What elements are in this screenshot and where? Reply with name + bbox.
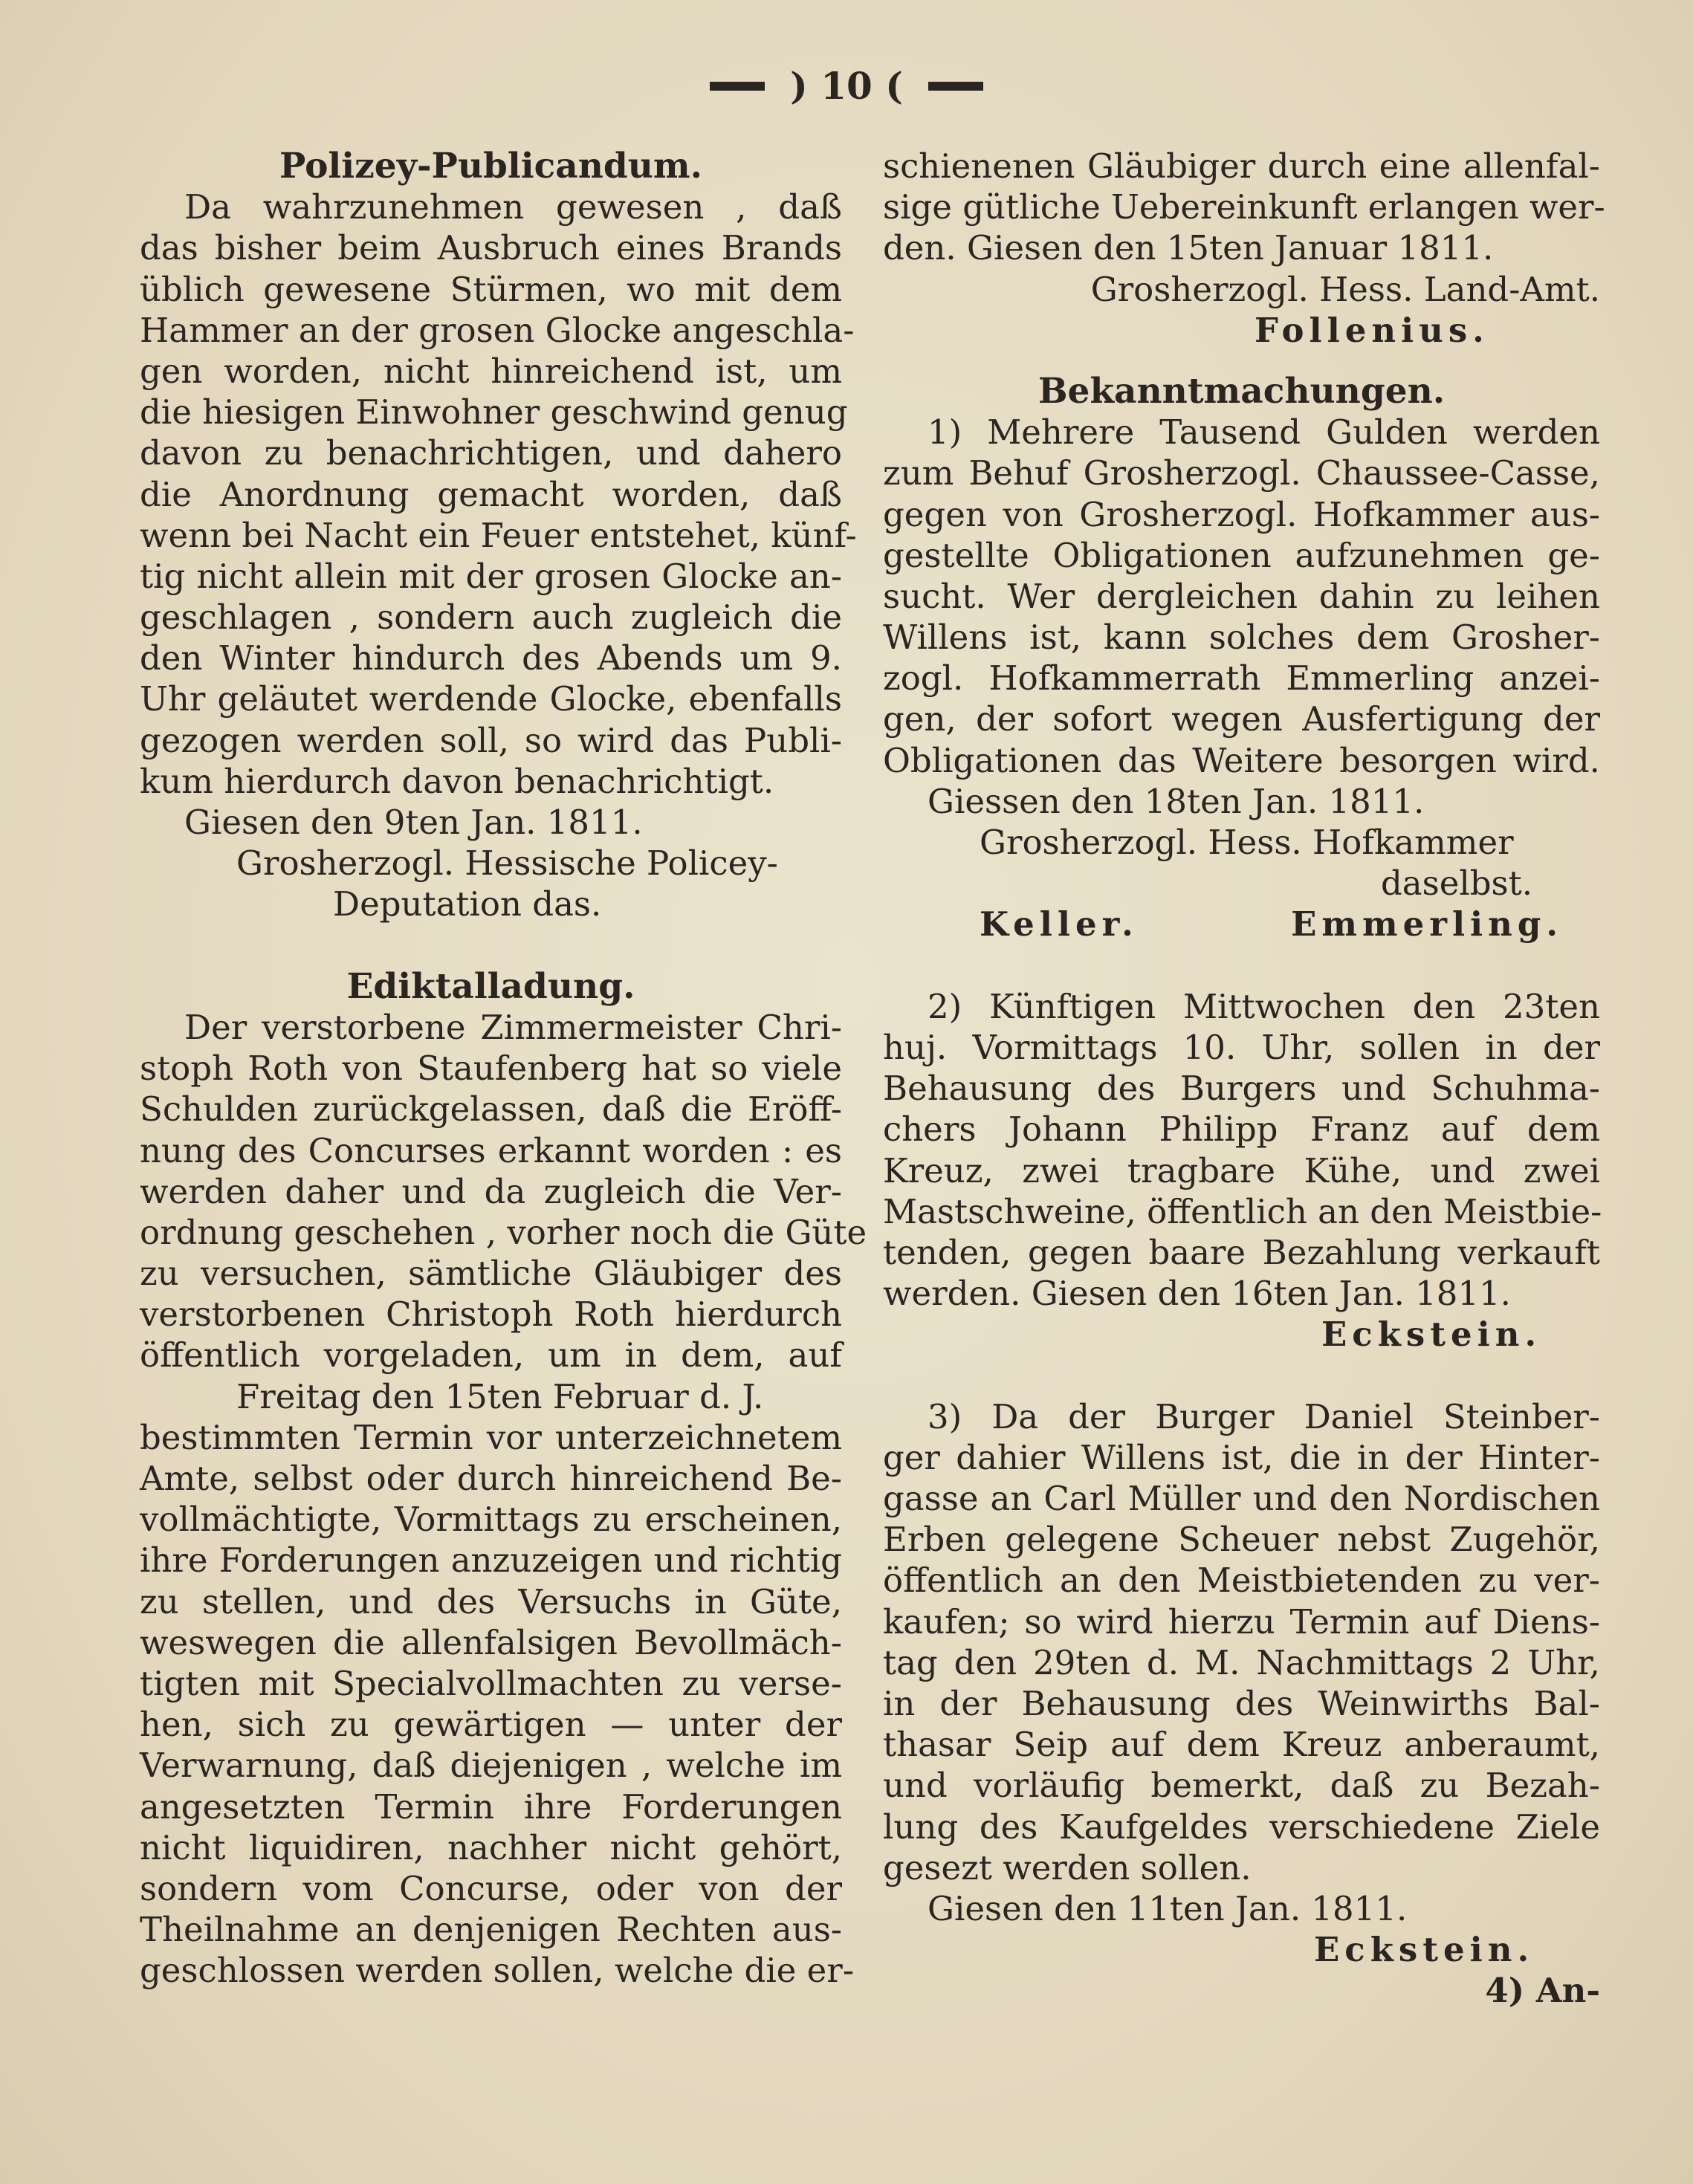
body-line: gezogen werden soll, so wird das Publi-: [140, 720, 842, 760]
body-line: gasse an Carl Müller und den Nordischen: [883, 1479, 1600, 1518]
header-rule-right: [928, 82, 983, 91]
signatory-keller: Keller.: [980, 904, 1139, 944]
body-line: tig nicht allein mit der grosen Glocke an-: [140, 556, 842, 596]
notice-1-signature-2: daselbst.: [1381, 863, 1533, 904]
body-line: sucht. Wer dergleichen dahin zu leihen: [883, 576, 1600, 616]
body-line: Behausung des Burgers und Schuhma-: [883, 1069, 1600, 1109]
body-line: gegen von Grosherzogl. Hofkammer aus-: [883, 494, 1600, 534]
body-line: Amte, selbst oder durch hinreichend Be-: [140, 1459, 842, 1498]
body-line: bestimmten Termin vor unterzeichnetem: [140, 1417, 842, 1457]
body-line: den Winter hindurch des Abends um 9.: [140, 638, 842, 678]
edikt-date-line: Freitag den 15ten Februar d. J.: [236, 1376, 764, 1416]
body-line: stoph Roth von Staufenberg hat so viele: [140, 1049, 842, 1089]
body-line: nicht liquidiren, nachher nicht gehört,: [140, 1827, 842, 1867]
body-line: werden daher und da zugleich die Ver-: [140, 1171, 842, 1211]
signatory-emmerling: Emmerling.: [1291, 904, 1563, 944]
body-line: ihre Forderungen anzuzeigen und richtig: [140, 1540, 842, 1581]
body-line: die hiesigen Einwohner geschwind genug: [140, 392, 848, 432]
edikt-body: [140, 1007, 867, 1992]
body-line: ger dahier Willens ist, die in der Hinter-: [883, 1437, 1600, 1477]
body-line: angesetzten Termin ihre Forderungen: [140, 1786, 842, 1827]
notice-3-signature: Eckstein.: [1314, 1930, 1535, 1970]
body-line: Da wahrzunehmen gewesen , daß: [184, 187, 842, 227]
body-line: 2) Künftigen Mittwochen den 23ten: [928, 986, 1600, 1026]
body-line: in der Behausung des Weinwirths Bal-: [883, 1683, 1600, 1723]
body-line: Uhr geläutet werdende Glocke, ebenfalls: [140, 679, 842, 719]
body-line: davon zu benachrichtigen, und dahero: [140, 433, 842, 473]
body-line: Erben gelegene Scheuer nebst Zugehör,: [883, 1520, 1600, 1560]
body-line: vollmächtigte, Vormittags zu erscheinen,: [140, 1500, 842, 1540]
notice-3: [883, 1396, 1600, 1888]
edikt-continuation: [883, 146, 1605, 269]
body-line: den. Giesen den 15ten Januar 1811.: [883, 228, 1494, 268]
body-line: kum hierdurch davon benachrichtigt.: [140, 761, 774, 801]
body-line: und vorläufig bemerkt, daß zu Bezah-: [883, 1766, 1600, 1806]
body-line: öffentlich vorgeladen, um in dem, auf: [140, 1335, 842, 1375]
body-line: gesezt werden sollen.: [883, 1847, 1252, 1887]
body-line: chers Johann Philipp Franz auf dem: [883, 1109, 1600, 1150]
body-line: ordnung geschehen , vorher noch die Güte: [140, 1212, 867, 1252]
header-rule-left: [710, 82, 765, 91]
body-line: sondern vom Concurse, oder von der: [140, 1868, 842, 1908]
edikt-signature: Grosherzogl. Hess. Land-Amt.: [1090, 269, 1600, 309]
body-line: nung des Concurses erkannt worden : es: [140, 1130, 842, 1170]
body-line: geschlossen werden sollen, welche die er-: [140, 1951, 855, 1991]
body-line: Obligationen das Weitere besorgen wird.: [883, 740, 1600, 780]
body-line: gen worden, nicht hinreichend ist, um: [140, 351, 842, 391]
polizey-date: Giesen den 9ten Jan. 1811.: [184, 803, 643, 842]
body-line: weswegen die allenfalsigen Bevollmäch-: [140, 1622, 842, 1662]
notice-1-date: Giessen den 18ten Jan. 1811.: [928, 781, 1425, 821]
body-line: huj. Vormittags 10. Uhr, sollen in der: [883, 1027, 1600, 1067]
body-line: zogl. Hofkammerrath Emmerling anzei-: [883, 658, 1600, 699]
notice-2: [883, 986, 1600, 1315]
body-line: Schulden zurückgelassen, daß die Eröff-: [140, 1089, 842, 1130]
body-line: werden. Giesen den 16ten Jan. 1811.: [883, 1274, 1511, 1314]
body-line: wenn bei Nacht ein Feuer entstehet, künf-: [140, 515, 857, 555]
body-line: lung des Kaufgeldes verschiedene Ziele: [883, 1807, 1600, 1847]
notice-1-names: [883, 904, 1600, 944]
edikt-signature-name: Follenius.: [1255, 310, 1489, 350]
right-column: [883, 146, 1605, 2011]
body-line: 3) Da der Burger Daniel Steinber-: [928, 1396, 1600, 1436]
body-line: tenden, gegen baare Bezahlung verkauft: [883, 1232, 1600, 1272]
body-line: hen, sich zu gewärtigen — unter der: [140, 1705, 842, 1745]
body-line: verstorbenen Christoph Roth hierdurch: [140, 1294, 842, 1335]
body-line: zum Behuf Grosherzogl. Chaussee-Casse,: [883, 453, 1600, 493]
polizey-signature-2: Deputation das.: [333, 884, 602, 924]
body-line: zu versuchen, sämtliche Gläubiger des: [140, 1254, 842, 1294]
body-line: Hammer an der grosen Glocke angeschla-: [140, 310, 855, 350]
body-line: Der verstorbene Zimmermeister Chri-: [184, 1007, 842, 1047]
body-line: schienenen Gläubiger durch eine allenfal-: [883, 146, 1600, 186]
body-line: Theilnahme an denjenigen Rechten aus-: [140, 1910, 842, 1950]
body-line: üblich gewesene Stürmen, wo mit dem: [140, 269, 842, 309]
page-header: [0, 64, 1693, 108]
notice-1: [883, 412, 1600, 781]
page-number: ) 10 (: [790, 64, 903, 108]
body-line: gestellte Obligationen aufzunehmen ge-: [883, 535, 1600, 575]
bekanntmachungen-title: Bekanntmachungen.: [1038, 370, 1446, 412]
left-column: [140, 146, 867, 1991]
body-line: öffentlich an den Meistbietenden zu ver-: [883, 1561, 1600, 1601]
body-line: Verwarnung, daß diejenigen , welche im: [140, 1746, 842, 1786]
edikt-title: Ediktalladung.: [346, 965, 635, 1007]
polizey-title: Polizey-Publicandum.: [279, 146, 702, 187]
catchword: 4) An-: [1485, 1971, 1600, 2011]
body-line: zu stellen, und des Versuchs in Güte,: [140, 1581, 842, 1621]
notice-1-signature: Grosherzogl. Hess. Hofkammer: [980, 823, 1514, 862]
body-line: kaufen; so wird hierzu Termin auf Diens-: [883, 1601, 1600, 1642]
body-line: gen, der sofort wegen Ausfertigung der: [883, 699, 1600, 739]
body-line: Mastschweine, öffentlich an den Meistbie-: [883, 1191, 1602, 1231]
body-line: tag den 29ten d. M. Nachmittags 2 Uhr,: [883, 1642, 1600, 1682]
notice-2-signature: Eckstein.: [1321, 1315, 1542, 1355]
body-line: Willens ist, kann solches dem Grosher-: [883, 618, 1600, 658]
body-line: die Anordnung gemacht worden, daß: [140, 474, 842, 514]
polizey-signature: Grosherzogl. Hessische Policey-: [236, 843, 778, 884]
body-line: Kreuz, zwei tragbare Kühe, und zwei: [883, 1150, 1600, 1190]
body-line: das bisher beim Ausbruch eines Brands: [140, 228, 842, 268]
polizey-body: [140, 187, 857, 802]
body-line: 1) Mehrere Tausend Gulden werden: [928, 412, 1600, 453]
notice-3-date: Giesen den 11ten Jan. 1811.: [928, 1888, 1408, 1928]
body-line: tigten mit Specialvollmachten zu verse-: [140, 1663, 842, 1703]
body-line: sige gütliche Uebereinkunft erlangen wer-: [883, 187, 1605, 227]
body-line: geschlagen , sondern auch zugleich die: [140, 597, 842, 638]
body-line: thasar Seip auf dem Kreuz anberaumt,: [883, 1725, 1600, 1765]
